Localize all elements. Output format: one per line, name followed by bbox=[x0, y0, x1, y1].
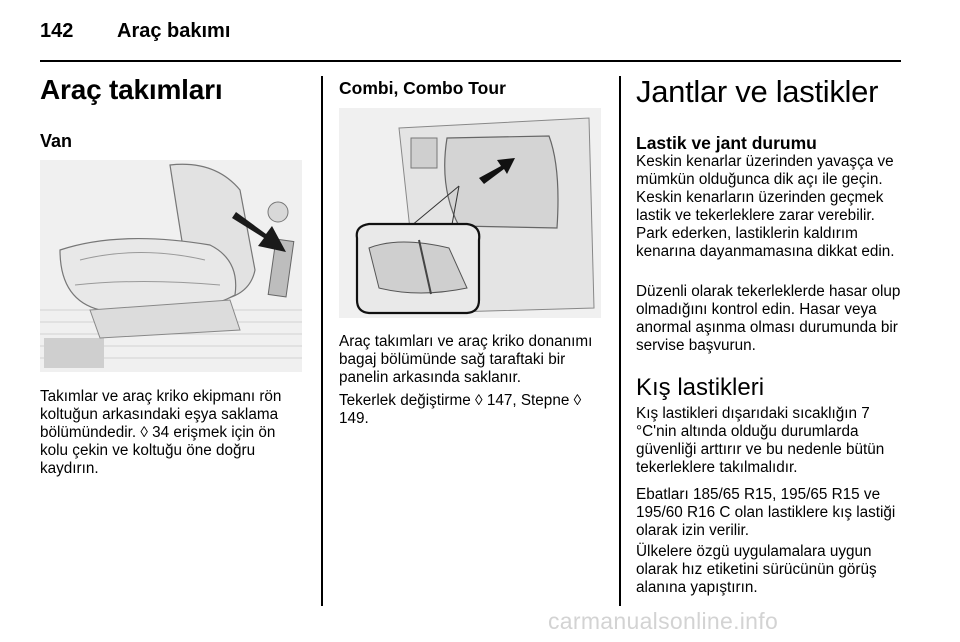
header-title: Araç bakımı bbox=[117, 20, 231, 42]
winter-tyres-text-1: Kış lastikleri dışarıdaki sıcaklığın 7 °C'nin altında olduğu durumlarda güvenliği arttırır ve bu nedenle bütün tekerleklere takılmalıdır. bbox=[636, 405, 885, 476]
middle-body-text-1: Araç takımları ve araç kriko donanımı bagaj bölümünde sağ taraftaki bir panelin arkasında saklanır. bbox=[339, 333, 593, 386]
winter-tyres-text-2: Ebatları 185/65 R15, 195/65 R15 ve 195/60 R16 C olan lastiklere kış lastiği olarak izin verilir. bbox=[636, 486, 896, 539]
middle-body-text-2: Tekerlek değiştirme ◊ 147, Stepne ◊ 149. bbox=[339, 392, 582, 427]
left-body-text: Takımlar ve araç kriko ekipmanı rön koltuğun arkasındaki eşya saklama bölümündedir. ◊ 34 erişmek için ön kolu çekin ve koltuğu öne doğru kaydırın. bbox=[40, 388, 282, 477]
subheading-combi: Combi, Combo Tour bbox=[339, 78, 506, 98]
tyre-condition-text-1: Keskin kenarlar üzerinden yavaşça ve mümkün olduğunca dik açı ile geçin. Keskin kenarların üzerinden geçmek lastik ve tekerleklere zarar verebilir. Park ederken, lastiklerin kaldırım kenarına dayanmamasına dikkat edin. bbox=[636, 153, 895, 260]
watermark: carmanualsonline.info bbox=[548, 608, 779, 634]
subheading-winter-tyres: Kış lastikleri bbox=[636, 374, 765, 401]
winter-tyres-text-3: Ülkelere özgü uygulamalara uygun olarak hız etiketini sürücünün görüş alanına yapıştırın. bbox=[636, 543, 877, 596]
subheading-van: Van bbox=[40, 131, 73, 151]
header-divider bbox=[40, 60, 901, 62]
section-title-tools: Araç takımları bbox=[40, 74, 223, 105]
section-title-wheels: Jantlar ve lastikler bbox=[636, 74, 879, 109]
column-divider-left bbox=[321, 76, 323, 606]
page-number: 142 bbox=[40, 20, 74, 42]
subheading-tyre-condition: Lastik ve jant durumu bbox=[636, 133, 817, 153]
trunk-panel-illustration bbox=[339, 108, 601, 318]
column-divider-right bbox=[619, 76, 621, 606]
van-seat-illustration bbox=[40, 160, 302, 372]
tyre-condition-text-2: Düzenli olarak tekerleklerde hasar olup olmadığını kontrol edin. Hasar veya anormal aşınma olması durumunda bir servise başvurun. bbox=[636, 283, 901, 354]
